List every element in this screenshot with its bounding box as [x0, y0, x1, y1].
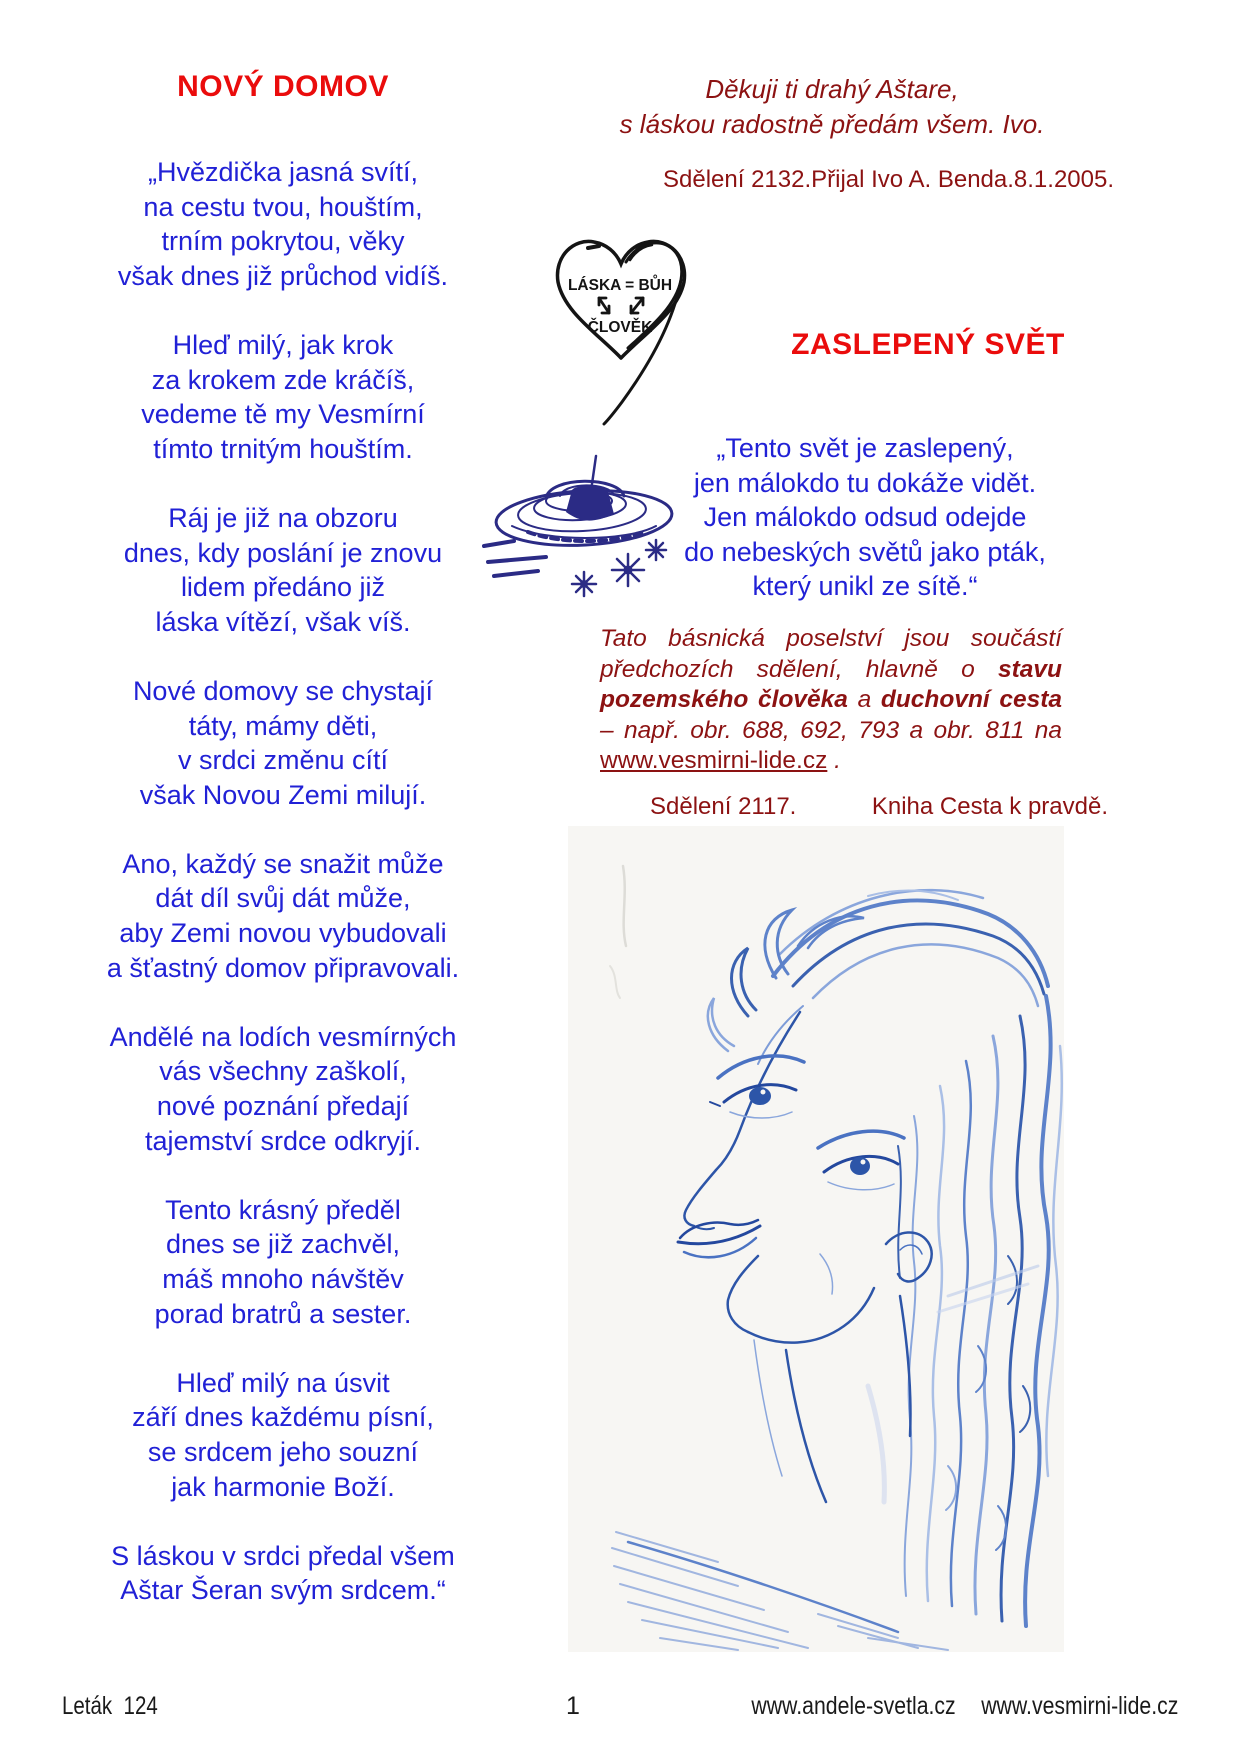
- poem-line: za krokem zde kráčíš,: [151, 364, 415, 395]
- footer-url: www.andele-svetla.cz: [750, 1692, 956, 1720]
- inline-link[interactable]: www.vesmirni-lide.cz: [600, 747, 828, 774]
- right-poem-title: ZASLEPENÝ SVĚT: [791, 328, 1065, 361]
- heart-label-bottom: ČLOVĚK: [587, 319, 653, 336]
- poem-line: trním pokrytou, věky: [161, 226, 405, 257]
- poem-line: tímto trnitým houštím.: [153, 433, 413, 464]
- poem-line: se srdcem jeho souzní: [147, 1436, 419, 1467]
- poem-line: tajemství srdce odkryjí.: [144, 1125, 422, 1156]
- message-id: Sdělení 2132.: [663, 166, 812, 193]
- poem-stanza: [43, 1366, 523, 1504]
- text-line: jen málokdo tu dokáže vidět.: [693, 467, 1037, 498]
- paragraph-segment: duchovní cesta: [880, 686, 1063, 713]
- poem-line: vás všechny zaškolí,: [159, 1056, 407, 1087]
- poem-stanza: [43, 155, 523, 293]
- arrow-down-right-icon: [599, 298, 609, 313]
- leaflet-number: Leták 124: [62, 1692, 158, 1720]
- dedication-text: [592, 72, 1072, 142]
- poem-line: Nové domovy se chystají: [132, 675, 434, 706]
- footer-url: www.vesmirni-lide.cz: [980, 1692, 1178, 1720]
- poem-line: porad bratrů a sester.: [154, 1298, 412, 1329]
- poem-line: jak harmonie Boží.: [171, 1471, 395, 1502]
- poem-line: dnes, kdy poslání je znovu: [123, 537, 443, 568]
- poem-stanza: [43, 1539, 523, 1608]
- poem-line: Ano, každý se snažit může: [122, 848, 444, 879]
- text-line: který unikl ze sítě.“: [752, 571, 978, 602]
- paragraph-segment: a: [847, 686, 881, 713]
- paragraph-segment: stavu pozemského člověka: [600, 655, 1062, 713]
- poem-line: však Novou Zemi milují.: [139, 779, 427, 810]
- message-book: Kniha Cesta k pravdě.: [871, 793, 1108, 820]
- poem-line: Ráj je již na obzoru: [168, 502, 398, 533]
- message-id: Sdělení 2117.: [650, 793, 797, 820]
- poem-line: Hleď milý, jak krok: [172, 329, 394, 360]
- poem-stanza: [43, 1020, 523, 1158]
- page-number: 1: [566, 1692, 580, 1720]
- poem-line: dát díl svůj dát může,: [155, 883, 411, 914]
- poem-line: na cestu tvou, houštím,: [143, 191, 423, 222]
- paragraph-segment: .: [827, 747, 841, 774]
- message-2117-line: [650, 793, 1108, 821]
- text-line: Jen málokdo odsud odejde: [703, 502, 1027, 533]
- poem-line: máš mnoho návštěv: [162, 1264, 404, 1294]
- poem-stanza: [43, 1193, 523, 1331]
- poem-line: lidem předáno již: [180, 572, 386, 603]
- heart-love-god-human-icon: [546, 226, 696, 436]
- poem-line: „Hvězdička jasná svítí,: [147, 157, 419, 187]
- footer-links: [751, 1692, 1178, 1721]
- text-line: do nebeských světů jako pták,: [684, 536, 1046, 567]
- poem-line: nové poznání předají: [156, 1091, 410, 1122]
- left-poem-title: NOVÝ DOMOV: [177, 70, 389, 103]
- poem-line: Tento krásný předěl: [165, 1194, 401, 1225]
- message-date: 8.1.2005.: [1013, 166, 1114, 193]
- motion-lines-icon: [484, 541, 546, 576]
- poem-line: však dnes již průchod vidíš.: [117, 260, 449, 291]
- heart-label-top: LÁSKA = BŮH: [567, 277, 673, 294]
- poem-line: v srdci změnu cítí: [177, 745, 389, 776]
- poem-line: Aštar Šeran svým srdcem.“: [120, 1575, 446, 1606]
- poem-stanza: [43, 674, 523, 812]
- poem-stanza: [43, 847, 523, 985]
- arrow-down-left-icon: [631, 298, 643, 313]
- poem-stanza: [43, 328, 523, 466]
- paragraph-segment: – např. obr. 688, 692, 793 a obr. 811 na: [600, 716, 1062, 744]
- poem-line: dnes se již zachvěl,: [165, 1229, 401, 1260]
- poem-line: S láskou v srdci předal všem: [111, 1540, 455, 1571]
- poem-line: aby Zemi novou vybudovali: [119, 918, 447, 949]
- poem-line: a šťastný domov připravovali.: [106, 952, 460, 983]
- message-2132-line: [663, 166, 1114, 194]
- poem-line: láska vítězí, však víš.: [155, 606, 411, 637]
- woman-portrait-drawing: [568, 826, 1064, 1652]
- text-line: „Tento svět je zaslepený,: [716, 433, 1014, 463]
- text-line: Děkuji ti drahý Aštare,: [705, 74, 959, 104]
- poem-zaslepeny-svet: [630, 431, 1100, 604]
- commentary-paragraph: [600, 624, 1062, 777]
- poem-line: vedeme tě my Vesmírní: [141, 399, 425, 430]
- poem-line: září dnes každému písní,: [132, 1402, 434, 1433]
- poem-line: Hleď milý na úsvit: [176, 1367, 390, 1398]
- poem-novy-domov: [43, 155, 523, 1608]
- paragraph-segment: Tato básnická poselství jsou součástí předchozích sdělení, hlavně o: [600, 625, 1062, 683]
- poem-line: Andělé na lodích vesmírných: [109, 1021, 457, 1052]
- poem-line: táty, mámy děti,: [188, 710, 378, 741]
- poem-stanza: [43, 501, 523, 639]
- text-line: s láskou radostně předám všem. Ivo.: [619, 109, 1045, 139]
- message-received-by: Přijal Ivo A. Benda.: [811, 166, 1014, 193]
